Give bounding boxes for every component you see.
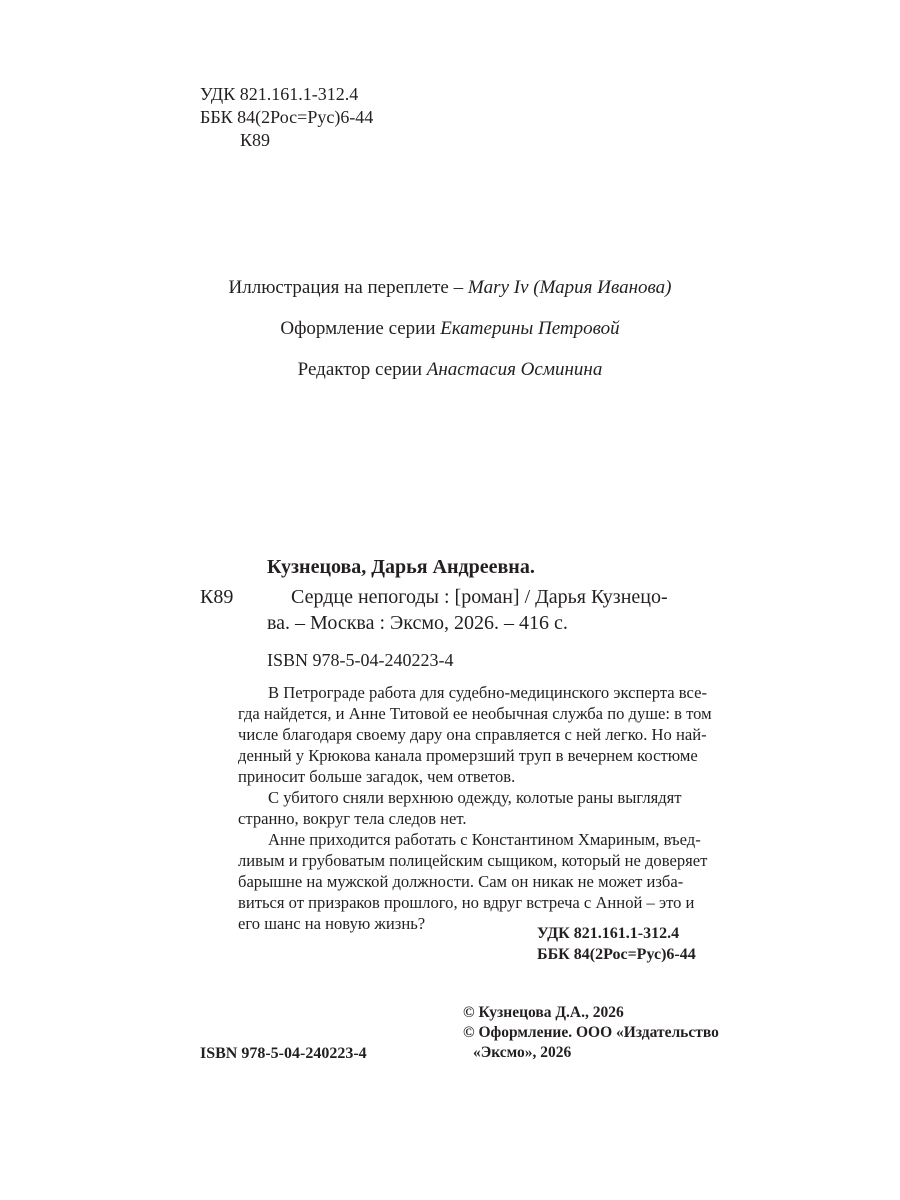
annotation-line: Анне приходится работать с Константином Хмариным, въед-	[268, 830, 701, 849]
annotation-line: денный у Крюкова канала промерзший труп в вечернем костюме	[238, 746, 698, 765]
annotation-line: его шанс на новую жизнь?	[238, 914, 426, 933]
illustration-prefix: Иллюстрация на переплете –	[228, 277, 464, 298]
annotation-line: числе благодаря своему дару она справляется с ней легко. Но най-	[238, 725, 707, 744]
annotation-line: странно, вокруг тела следов нет.	[238, 809, 467, 828]
bbk-code-top: ББК 84(2Рос=Рус)6-44	[200, 107, 374, 127]
title-line-1: Сердце непогоды : [роман] / Дарья Кузнецо-	[291, 586, 668, 608]
series-editor-prefix: Редактор серии	[297, 359, 422, 380]
annotation-line: гда найдется, и Анне Титовой ее необычная служба по душе: в том	[238, 704, 712, 723]
author-mark-top: К89	[240, 130, 271, 150]
author-heading: Кузнецова, Дарья Андреевна.	[267, 556, 535, 578]
udk-code-bottom: УДК 821.161.1-312.4	[537, 925, 680, 942]
copyright-publisher: «Эксмо», 2026	[473, 1044, 572, 1061]
bbk-code-bottom: ББК 84(2Рос=Рус)6-44	[537, 946, 696, 963]
udk-code-top: УДК 821.161.1-312.4	[200, 84, 359, 104]
series-design-prefix: Оформление серии	[280, 318, 436, 339]
annotation	[238, 682, 712, 934]
copyright-design: © Оформление. ООО «Издательство	[463, 1024, 719, 1041]
illustrator-name: Mary Iv (Мария Иванова)	[467, 277, 672, 298]
copyright-author: © Кузнецова Д.А., 2026	[463, 1004, 624, 1021]
illustration-credit	[0, 276, 900, 300]
isbn-card: ISBN 978-5-04-240223-4	[267, 650, 454, 670]
author-mark-card: К89	[200, 586, 234, 608]
title-line-2: ва. – Москва : Эксмо, 2026. – 416 с.	[267, 612, 568, 634]
annotation-line: С убитого сняли верхнюю одежду, колотые раны выглядят	[268, 788, 682, 807]
series-design-credit	[0, 317, 900, 341]
series-editor-name: Анастасия Осминина	[426, 359, 603, 380]
annotation-line: В Петрограде работа для судебно-медицинского эксперта все-	[268, 683, 707, 702]
annotation-line: ливым и грубоватым полицейским сыщиком, который не доверяет	[238, 851, 708, 870]
series-editor-credit	[0, 358, 900, 382]
annotation-line: барышне на мужской должности. Сам он никак не может изба-	[238, 872, 684, 891]
annotation-line: приносит больше загадок, чем ответов.	[238, 767, 516, 786]
annotation-line: виться от призраков прошлого, но вдруг встреча с Анной – это и	[238, 893, 695, 912]
isbn-footer: ISBN 978-5-04-240223-4	[200, 1045, 367, 1062]
series-designer-name: Екатерины Петровой	[440, 318, 620, 339]
